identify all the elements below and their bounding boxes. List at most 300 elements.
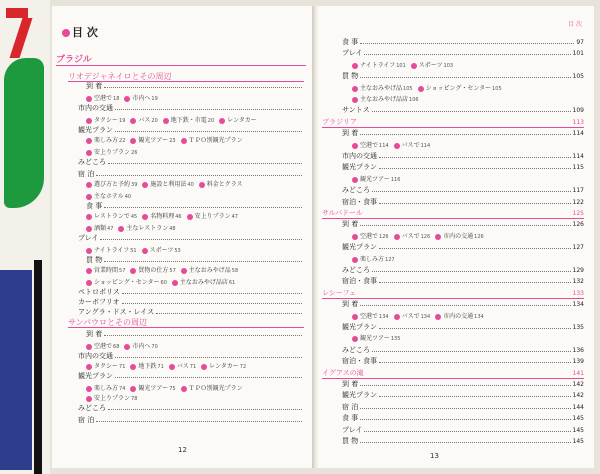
- entry-label: 食 事: [342, 414, 359, 422]
- subitem-page: 116: [390, 177, 401, 183]
- subitem-label: 買物の仕方: [138, 267, 169, 274]
- subitem-label: 空港で: [360, 142, 379, 149]
- entry-page: 141: [572, 370, 584, 377]
- subitem-page: 72: [239, 364, 247, 370]
- dot-leader: [104, 261, 302, 262]
- entry-label: 宿 泊: [342, 403, 359, 411]
- subitem-page: 71: [189, 364, 197, 370]
- subitem-label: 楽しみ方: [94, 385, 119, 392]
- dot-leader: [100, 239, 302, 240]
- toc-entry[interactable]: [78, 298, 304, 307]
- subitem-page: 105: [492, 86, 502, 92]
- subitem-page: 127: [385, 257, 395, 263]
- dot-leader: [360, 419, 570, 420]
- toc-entry[interactable]: [342, 426, 584, 435]
- entry-label: 観光プラン: [342, 323, 377, 331]
- pink-bullet-icon: [352, 177, 358, 183]
- subitem-page: 134: [420, 314, 431, 320]
- pill-row: [86, 394, 142, 404]
- pill-row: [86, 116, 263, 126]
- section-heading[interactable]: [56, 56, 306, 66]
- entry-page: 134: [572, 301, 584, 308]
- subitem-label: 主なおみやげ品: [360, 85, 403, 92]
- subitem-label: 空港で: [360, 313, 379, 320]
- entry-label: 到 着: [86, 330, 103, 338]
- subitem-page: 19: [151, 96, 158, 102]
- toc-entry[interactable]: [342, 186, 584, 195]
- subitem-page: 135: [390, 336, 401, 342]
- subitem-label: ナイトライフ: [360, 62, 396, 69]
- subitem-page: 126: [420, 234, 431, 240]
- toc-entry[interactable]: [342, 106, 584, 115]
- dot-leader: [104, 335, 302, 336]
- subitem-label: 名物料理: [150, 213, 175, 220]
- entry-label: みどころ: [342, 346, 370, 354]
- subitem-label: タクシー: [94, 117, 119, 124]
- subitem-label: 酒類: [94, 225, 107, 232]
- toc-entry[interactable]: [342, 437, 584, 446]
- subitem-label: スポーツ: [418, 62, 443, 69]
- subitem-page: 70: [151, 344, 158, 350]
- pink-bullet-icon: [181, 386, 187, 392]
- subitem-label: 空港で: [94, 343, 113, 350]
- subitem-label: バスで: [401, 313, 420, 320]
- entry-page: 136: [572, 347, 584, 354]
- entry-page: 117: [572, 187, 584, 194]
- pill-row: [86, 94, 163, 104]
- entry-label: みどころ: [342, 186, 370, 194]
- subitem-label: バス: [176, 363, 189, 370]
- subitem-page: 106: [409, 97, 419, 103]
- dot-leader: [372, 111, 571, 112]
- subitem-page: 58: [231, 268, 239, 274]
- entry-page: 115: [572, 164, 584, 171]
- dot-leader: [360, 305, 570, 306]
- pink-bullet-icon: [352, 257, 358, 263]
- dot-leader: [115, 377, 302, 378]
- region-heading[interactable]: [322, 209, 584, 219]
- pink-bullet-icon: [130, 364, 136, 370]
- entry-label: 市内の交通: [342, 152, 377, 160]
- toc-entry[interactable]: [78, 288, 304, 297]
- subitem-page: 20: [207, 118, 215, 124]
- toc-entry[interactable]: [78, 126, 304, 135]
- pink-bullet-icon: [394, 143, 400, 149]
- entry-page: 97: [576, 39, 584, 46]
- subitem-page: 126: [474, 234, 484, 240]
- toc-entry[interactable]: [78, 404, 304, 413]
- subitem-page: 68: [113, 344, 120, 350]
- subitem-page: 114: [379, 143, 389, 149]
- pill-row: [352, 175, 405, 185]
- subitem-label: 地下鉄: [138, 363, 157, 370]
- subitem-page: 57: [119, 268, 126, 274]
- pill-row: [86, 224, 181, 234]
- subitem-label: 観光ツアー: [360, 335, 390, 342]
- subitem-label: レストランで: [94, 213, 130, 220]
- pink-bullet-icon: [142, 248, 148, 254]
- entry-page: 114: [572, 153, 584, 160]
- subitem-page: 60: [160, 280, 167, 286]
- dot-leader: [360, 385, 570, 386]
- subitem-label: 市内の交通: [443, 313, 474, 320]
- subitem-page: 103: [443, 63, 454, 69]
- pink-bullet-icon: [142, 182, 148, 188]
- toc-entry[interactable]: [342, 391, 584, 400]
- subitem-page: 61: [228, 280, 236, 286]
- subitem-label: 料金とクラス: [206, 181, 243, 188]
- subitem-page: 47: [107, 226, 114, 232]
- subitem-page: 71: [119, 364, 126, 370]
- pill-row: [86, 278, 240, 288]
- subitem-page: 126: [379, 234, 389, 240]
- toc-entry[interactable]: [342, 220, 584, 229]
- toc-entry[interactable]: [86, 256, 304, 265]
- subitem-page: 71: [157, 364, 164, 370]
- entry-label: プレイ: [342, 426, 363, 434]
- subitem-label: 主なおみやげ品店: [360, 96, 409, 103]
- subitem-page: 46: [175, 214, 182, 220]
- dot-leader: [372, 191, 571, 192]
- pink-bullet-icon: [124, 96, 130, 102]
- subitem-label: 営業時間: [94, 267, 119, 274]
- pink-bullet-icon: [219, 118, 225, 124]
- toc-entry[interactable]: [342, 414, 584, 423]
- subitem-label: タクシー: [94, 363, 119, 370]
- left-page-number: 12: [178, 446, 187, 454]
- dot-leader: [360, 408, 570, 409]
- entry-page: 135: [572, 324, 584, 331]
- pill-row: [86, 180, 249, 190]
- pink-bullet-icon: [418, 86, 424, 92]
- dot-leader: [379, 282, 571, 283]
- toc-entry[interactable]: [342, 198, 584, 207]
- entry-page: 132: [572, 278, 584, 285]
- entry-label: アングラ・ドス・レイス: [78, 308, 155, 316]
- pink-bullet-icon: [86, 214, 92, 220]
- pink-bullet-icon: [142, 214, 148, 220]
- subitem-label: 市内へ: [132, 343, 151, 350]
- pink-bullet-icon: [86, 226, 92, 232]
- pill-row: [86, 212, 243, 222]
- red-logo-shape: [6, 8, 28, 58]
- toc-entry[interactable]: [86, 330, 304, 339]
- entry-label: 観光プラン: [342, 391, 377, 399]
- pink-bullet-icon: [181, 138, 187, 144]
- pink-bullet-icon: [86, 96, 92, 102]
- toc-entry[interactable]: [342, 357, 584, 366]
- toc-entry[interactable]: [86, 82, 304, 91]
- toc-entry[interactable]: [78, 372, 304, 381]
- entry-page: 133: [572, 290, 584, 297]
- entry-label: 市内の交通: [78, 104, 113, 112]
- pill-row: [86, 362, 251, 372]
- pink-bullet-icon: [352, 97, 358, 103]
- toc-entry[interactable]: [78, 104, 304, 113]
- pink-bullet-icon: [394, 314, 400, 320]
- pink-bullet-icon: [352, 143, 358, 149]
- subitem-label: レンタカー: [209, 363, 239, 370]
- entry-label: ペトロポリス: [78, 288, 120, 296]
- entry-label: 買 物: [342, 437, 359, 445]
- subitem-page: 134: [474, 314, 484, 320]
- pink-bullet-icon: [411, 63, 417, 69]
- pink-bullet-icon: [435, 314, 441, 320]
- entry-label: サントス: [342, 106, 370, 114]
- subitem-label: 市内へ: [132, 95, 151, 102]
- pink-bullet-icon: [86, 364, 92, 370]
- subitem-page: 114: [420, 143, 431, 149]
- pill-row: [86, 192, 136, 202]
- entry-label: 買 物: [86, 256, 103, 264]
- dot-leader: [379, 203, 571, 204]
- region-heading[interactable]: [322, 369, 584, 379]
- subitem-label: バスで: [401, 142, 420, 149]
- pink-bullet-icon: [172, 280, 178, 286]
- subitem-label: 主なホテル: [94, 193, 124, 200]
- pink-bullet-icon: [130, 386, 136, 392]
- green-logo-shape: [4, 58, 44, 208]
- pink-bullet-icon: [86, 280, 92, 286]
- region-heading[interactable]: [68, 318, 304, 328]
- pill-row: [86, 384, 249, 394]
- dot-leader: [115, 109, 302, 110]
- pink-bullet-icon: [86, 182, 92, 188]
- subitem-label: バスで: [401, 233, 420, 240]
- navy-cover-band: [0, 270, 32, 470]
- entry-label: 宿泊・食事: [342, 198, 377, 206]
- toc-entry[interactable]: [342, 300, 584, 309]
- pill-row: [352, 141, 435, 151]
- subitem-page: 101: [396, 63, 406, 69]
- toc-entry[interactable]: [342, 49, 584, 58]
- pink-bullet-icon: [86, 268, 92, 274]
- pink-bullet-icon: [86, 248, 92, 254]
- pink-bullet-icon: [199, 182, 205, 188]
- pink-bullet-icon: [187, 214, 193, 220]
- dot-leader: [364, 431, 570, 432]
- entry-label: みどころ: [78, 404, 106, 412]
- subitem-label: スポーツ: [149, 247, 174, 254]
- pill-row: [352, 334, 405, 344]
- pink-bullet-icon: [130, 138, 136, 144]
- toc-title: [62, 28, 98, 37]
- entry-label: 観光プラン: [342, 243, 377, 251]
- subitem-page: 22: [119, 138, 126, 144]
- pink-bullet-icon: [130, 118, 136, 124]
- pink-bullet-icon: [86, 150, 92, 156]
- subitem-page: 45: [130, 214, 138, 220]
- entry-label: 到 着: [342, 129, 359, 137]
- subitem-label: ショッピング・センター: [425, 85, 492, 92]
- region-heading[interactable]: [322, 118, 584, 128]
- toc-entry[interactable]: [342, 129, 584, 138]
- toc-entry[interactable]: [78, 352, 304, 361]
- subitem-page: 19: [119, 118, 126, 124]
- entry-label: 到 着: [342, 380, 359, 388]
- entry-page: 126: [572, 221, 584, 228]
- entry-page: 144: [572, 404, 584, 411]
- running-header: 目 次: [568, 21, 582, 28]
- pill-row: [352, 84, 507, 94]
- dot-leader: [379, 362, 571, 363]
- entry-page: 122: [572, 199, 584, 206]
- dot-leader: [122, 293, 302, 294]
- subitem-label: 主なおみやげ品店: [179, 279, 228, 286]
- subitem-page: 39: [131, 182, 138, 188]
- right-page: [318, 6, 594, 468]
- entry-label: 買 物: [342, 72, 359, 80]
- entry-page: 114: [572, 130, 584, 137]
- dot-leader: [360, 77, 570, 78]
- pill-row: [352, 312, 489, 322]
- entry-label: ブラジル: [56, 55, 92, 65]
- subitem-label: ショッピング・センター: [94, 279, 160, 286]
- toc-entry[interactable]: [342, 403, 584, 412]
- entry-label: 観光プラン: [78, 372, 113, 380]
- adjacent-book-cover: [0, 0, 50, 474]
- entry-page: 142: [572, 381, 584, 388]
- subitem-page: 26: [131, 150, 138, 156]
- toc-entry[interactable]: [342, 152, 584, 161]
- entry-label: 食 事: [86, 202, 103, 210]
- subitem-page: 20: [151, 118, 158, 124]
- dot-leader: [372, 271, 571, 272]
- toc-entry[interactable]: [342, 163, 584, 172]
- toc-entry[interactable]: [342, 323, 584, 332]
- entry-label: ブラジリア: [322, 118, 357, 126]
- pink-bullet-icon: [201, 364, 207, 370]
- subitem-page: 47: [231, 214, 238, 220]
- entry-label: 宿 泊: [78, 416, 95, 424]
- entry-page: 127: [572, 244, 584, 251]
- dot-leader: [379, 248, 571, 249]
- entry-label: プレイ: [342, 49, 363, 57]
- subitem-label: 選び方と予約: [94, 181, 131, 188]
- dot-leader: [156, 313, 302, 314]
- subitem-label: 安上りプラン: [94, 149, 131, 156]
- pink-bullet-icon: [394, 234, 400, 240]
- entry-label: カーボフリオ: [78, 298, 120, 306]
- entry-page: 145: [572, 427, 584, 434]
- dot-leader: [379, 168, 571, 169]
- pink-bullet-icon: [118, 226, 124, 232]
- pink-bullet-icon: [435, 234, 441, 240]
- toc-entry[interactable]: [78, 170, 304, 179]
- subitem-label: ＴＰＯ別観光プラン: [188, 137, 243, 144]
- subitem-page: 40: [187, 182, 194, 188]
- title-bullet-icon: [62, 29, 70, 37]
- subitem-page: 78: [131, 396, 138, 402]
- toc-entry[interactable]: [78, 234, 304, 243]
- left-page: [52, 6, 314, 468]
- subitem-label: 楽しみ方: [94, 137, 119, 144]
- entry-label: 観光プラン: [342, 163, 377, 171]
- pill-row: [86, 342, 163, 352]
- dot-leader: [360, 43, 574, 44]
- toc-title-text: 目 次: [72, 26, 98, 39]
- toc-entry[interactable]: [86, 202, 304, 211]
- entry-page: 109: [572, 107, 584, 114]
- pill-row: [352, 255, 400, 265]
- entry-page: 125: [572, 210, 584, 217]
- dot-leader: [379, 396, 571, 397]
- pink-bullet-icon: [86, 344, 92, 350]
- entry-label: 到 着: [342, 300, 359, 308]
- pink-bullet-icon: [124, 344, 130, 350]
- entry-page: 145: [572, 415, 584, 422]
- dot-leader: [104, 207, 302, 208]
- toc-entry[interactable]: [78, 158, 304, 167]
- toc-entry[interactable]: [342, 380, 584, 389]
- toc-entry[interactable]: [342, 266, 584, 275]
- entry-label: 市内の交通: [78, 352, 113, 360]
- pink-bullet-icon: [181, 268, 187, 274]
- subitem-page: 48: [169, 226, 176, 232]
- dot-leader: [96, 175, 302, 176]
- entry-label: 到 着: [86, 82, 103, 90]
- subitem-page: 40: [124, 194, 132, 200]
- pink-bullet-icon: [352, 314, 358, 320]
- toc-entry[interactable]: [342, 346, 584, 355]
- pink-bullet-icon: [86, 194, 92, 200]
- pink-bullet-icon: [86, 386, 92, 392]
- entry-label: プレイ: [78, 234, 99, 242]
- subitem-page: 18: [113, 96, 120, 102]
- right-page-number: 13: [430, 452, 439, 460]
- toc-entry[interactable]: [342, 38, 584, 47]
- dot-leader: [364, 54, 570, 55]
- toc-entry[interactable]: [78, 308, 304, 317]
- entry-label: イグアスの滝: [322, 369, 364, 377]
- dot-leader: [108, 163, 302, 164]
- entry-label: みどころ: [342, 266, 370, 274]
- subitem-label: 楽しみ方: [360, 256, 385, 263]
- toc-entry[interactable]: [78, 416, 304, 425]
- dot-leader: [104, 87, 302, 88]
- region-heading[interactable]: [68, 72, 304, 82]
- pill-row: [352, 232, 489, 242]
- pink-bullet-icon: [352, 234, 358, 240]
- subitem-label: 施設と利用法: [150, 181, 187, 188]
- toc-entry[interactable]: [342, 72, 584, 81]
- entry-page: 139: [572, 358, 584, 365]
- dot-leader: [372, 351, 571, 352]
- entry-label: レシーフェ: [322, 289, 357, 297]
- subitem-label: 主なおみやげ品: [188, 267, 231, 274]
- subitem-label: 地下鉄・市電: [170, 117, 207, 124]
- pink-bullet-icon: [352, 86, 358, 92]
- entry-page: 113: [572, 119, 584, 126]
- subitem-label: ナイトライフ: [94, 247, 130, 254]
- pink-bullet-icon: [130, 268, 136, 274]
- region-heading[interactable]: [322, 289, 584, 299]
- pink-bullet-icon: [86, 138, 92, 144]
- subitem-page: 105: [403, 86, 413, 92]
- entry-label: サルバドール: [322, 209, 363, 217]
- pill-row: [86, 266, 243, 276]
- entry-label: 食 事: [342, 38, 359, 46]
- subitem-page: 74: [119, 386, 126, 392]
- subitem-label: 安上りプラン: [194, 213, 231, 220]
- toc-entry[interactable]: [342, 277, 584, 286]
- entry-label: 宿 泊: [78, 170, 95, 178]
- entry-label: 到 着: [342, 220, 359, 228]
- toc-entry[interactable]: [342, 243, 584, 252]
- subitem-label: 観光ツアー: [138, 137, 169, 144]
- subitem-label: 主なレストラン: [126, 225, 169, 232]
- subitem-label: 観光ツアー: [360, 176, 390, 183]
